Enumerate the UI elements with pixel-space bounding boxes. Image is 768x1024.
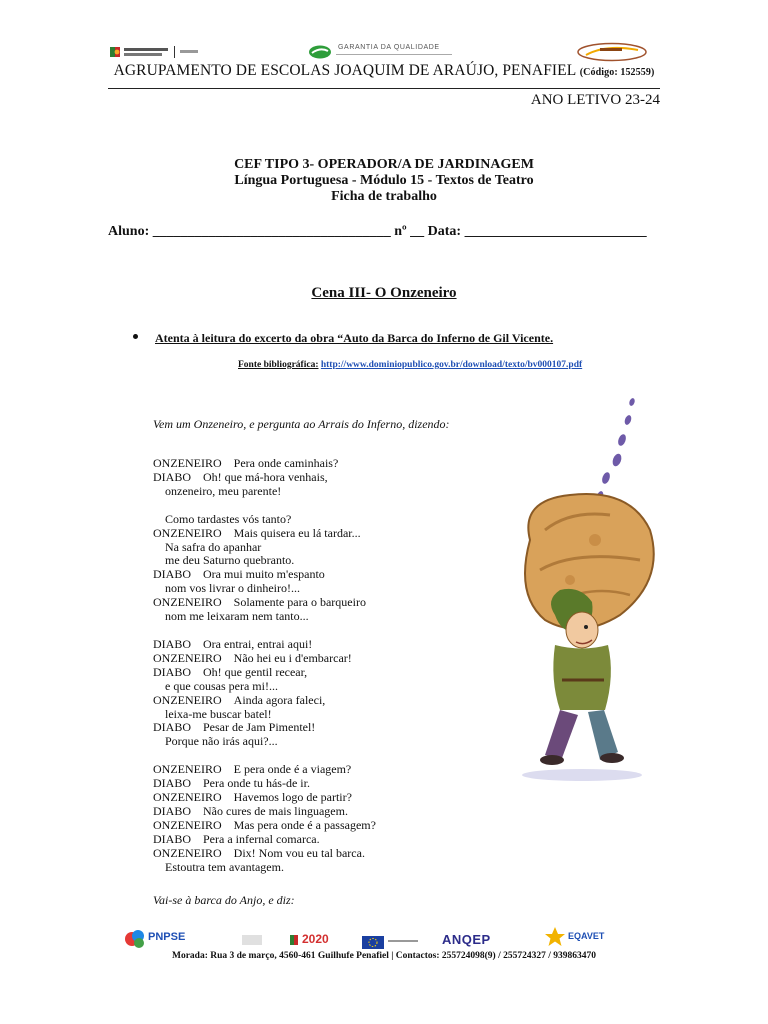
- stage-direction-intro: Vem um Onzeneiro, e pergunta ao Arrais do Inferno, dizendo:: [153, 417, 450, 431]
- speech-text: Dix! Nom vou eu tal barca.: [233, 845, 365, 860]
- dialogue-line: [153, 527, 376, 541]
- dialogue-line: [153, 471, 376, 485]
- dialogue-line: [153, 457, 376, 471]
- dialogue-line: [153, 694, 376, 708]
- speaker-name: ONZENEIRO: [153, 595, 222, 610]
- school-code: (Código: 152559): [579, 67, 655, 78]
- dialogue-line: [153, 833, 376, 847]
- speech-text: me deu Saturno quebranto.: [165, 553, 295, 568]
- speaker-name: ONZENEIRO: [153, 790, 222, 805]
- dialogue-line: [153, 819, 376, 833]
- speech-text: Ora entrai, entrai aqui!: [203, 636, 313, 651]
- scene-title: Cena III- O Onzeneiro: [311, 285, 457, 301]
- document-titles: [108, 157, 660, 205]
- dialogue-line: [153, 582, 376, 596]
- speech-text: Pesar de Jam Pimentel!: [203, 720, 316, 735]
- pnpse-logo-icon: [124, 928, 148, 950]
- student-form-line: Aluno: __________________________________ nº __ Data: __________________________: [108, 224, 647, 239]
- dialogue-line: [153, 735, 376, 749]
- pnpse-logo: [124, 928, 194, 950]
- dialogue-line: [153, 541, 376, 555]
- dialogue-line: [153, 485, 376, 499]
- speaker-name: DIABO: [153, 567, 191, 582]
- pnpse-logo-text: PNPSE: [148, 931, 186, 943]
- speech-text: Ainda agora faleci,: [233, 692, 326, 707]
- speaker-name: DIABO: [153, 469, 191, 484]
- stanza-gap: [153, 749, 376, 763]
- eqavet-logo-text: EQAVET: [568, 931, 605, 941]
- footer-address: Morada: Rua 3 de março, 4560-461 Guilhufe Penafiel | Contactos: 255724098(9) / 255724327 / 939863470: [171, 951, 597, 961]
- anqep-logo: [442, 931, 522, 951]
- speech-text: nom vos livrar o dinheiro!...: [165, 581, 300, 596]
- speaker-name: ONZENEIRO: [153, 817, 222, 832]
- speech-text: Pera a infernal comarca.: [203, 831, 320, 846]
- sheet-title: Ficha de trabalho: [331, 189, 437, 204]
- speech-text: Estoutra tem avantagem.: [165, 859, 284, 874]
- speech-text: Pera onde tu hás-de ir.: [203, 776, 310, 791]
- dialogue-line: [153, 721, 376, 735]
- speech-text: Pera onde caminhais?: [233, 456, 339, 470]
- stage-direction-outro: Vai-se à barca do Anjo, e diz:: [153, 893, 295, 907]
- dialogue-line: [153, 805, 376, 819]
- speaker-name: DIABO: [153, 803, 191, 818]
- subject-title: Língua Portuguesa - Módulo 15 - Textos de Teatro: [234, 173, 534, 188]
- speaker-name: ONZENEIRO: [153, 845, 222, 860]
- speaker-name: DIABO: [153, 664, 191, 679]
- speech-text: Porque não irás aqui?...: [165, 734, 278, 749]
- ministry-logo-icon: [110, 44, 222, 60]
- character-figure-icon: [522, 589, 642, 781]
- falling-coin-drops-icon: [595, 397, 635, 501]
- dialogue-line: [153, 652, 376, 666]
- speaker-name: ONZENEIRO: [153, 456, 222, 470]
- source-link[interactable]: http://www.dominiopublico.gov.br/download/texto/bv000107.pdf: [320, 360, 583, 370]
- speech-text: Oh! que má-hora venhais,: [203, 469, 328, 484]
- speech-text: Mas pera onde é a passagem?: [233, 817, 376, 832]
- speech-text: leixa-me buscar batel!: [165, 706, 272, 721]
- instruction-text: Atenta à leitura do excerto da obra “Auto da Barca do Inferno de Gil Vicente.: [155, 331, 554, 345]
- speaker-name: ONZENEIRO: [153, 525, 222, 540]
- speech-text: Como tardastes vós tanto?: [165, 511, 292, 526]
- speaker-name: DIABO: [153, 720, 191, 735]
- school-emblem-icon: [576, 42, 648, 62]
- eu-flag-icon: [362, 934, 422, 950]
- speech-text: Ora mui muito m'espanto: [203, 567, 325, 582]
- onzeneiro-illustration-icon: [500, 390, 660, 785]
- dialogue-line: [153, 610, 376, 624]
- speaker-name: ONZENEIRO: [153, 762, 222, 777]
- header-logos: [110, 42, 658, 62]
- school-name: AGRUPAMENTO DE ESCOLAS JOAQUIM DE ARAÚJO, PENAFIEL: [113, 62, 576, 79]
- quality-logo: [308, 44, 456, 60]
- source-reference: [238, 360, 582, 370]
- eqavet-star-icon: [544, 926, 566, 948]
- portugal2020-logo-text: 2020: [302, 932, 329, 946]
- speaker-name: DIABO: [153, 776, 191, 791]
- speaker-name: DIABO: [153, 831, 191, 846]
- anqep-logo-text: ANQEP: [442, 932, 491, 947]
- speech-text: Solamente para o barqueiro: [233, 595, 366, 610]
- funding-logos-icon: [242, 932, 354, 948]
- course-title: CEF TIPO 3- OPERADOR/A DE JARDINAGEM: [234, 157, 534, 172]
- speaker-name: ONZENEIRO: [153, 692, 222, 707]
- school-header: [110, 62, 658, 80]
- speech-text: Havemos logo de partir?: [233, 790, 352, 805]
- dialogue-line: [153, 554, 376, 568]
- school-year: ANO LETIVO 23-24: [530, 92, 660, 108]
- stanza-gap: [153, 624, 376, 638]
- dialogue-line: [153, 513, 376, 527]
- dialogue-line: [153, 708, 376, 722]
- play-dialogue: [153, 457, 376, 874]
- source-label: Fonte bibliográfica:: [238, 360, 319, 370]
- speech-text: e que cousas pera mi!...: [165, 678, 278, 693]
- dialogue-line: [153, 777, 376, 791]
- dialogue-line: [153, 638, 376, 652]
- speech-text: nom me leixaram nem tanto...: [165, 609, 309, 624]
- speech-text: Na safra do apanhar: [165, 539, 262, 554]
- speech-text: E pera onde é a viagem?: [233, 762, 352, 777]
- eqavet-logo: [544, 926, 654, 950]
- dialogue-line: [153, 680, 376, 694]
- speaker-name: ONZENEIRO: [153, 650, 222, 665]
- speech-text: Não hei eu i d'embarcar!: [233, 650, 352, 665]
- dialogue-line: [153, 791, 376, 805]
- header-divider: [108, 88, 660, 89]
- dialogue-line: [153, 666, 376, 680]
- speech-text: Não cures de mais linguagem.: [203, 803, 348, 818]
- speech-text: Oh! que gentil recear,: [203, 664, 308, 679]
- portugal2020-logo: [242, 932, 422, 952]
- dialogue-line: [153, 568, 376, 582]
- stanza-gap: [153, 499, 376, 513]
- dialogue-line: [153, 861, 376, 875]
- quality-logo-text: GARANTIA DA QUALIDADE: [338, 44, 440, 51]
- speaker-name: DIABO: [153, 636, 191, 651]
- speech-text: onzeneiro, meu parente!: [165, 483, 282, 498]
- dialogue-line: [153, 596, 376, 610]
- speech-text: Mais quisera eu lá tardar...: [233, 525, 361, 540]
- dialogue-line: [153, 763, 376, 777]
- dialogue-line: [153, 847, 376, 861]
- bullet-icon: [133, 334, 138, 339]
